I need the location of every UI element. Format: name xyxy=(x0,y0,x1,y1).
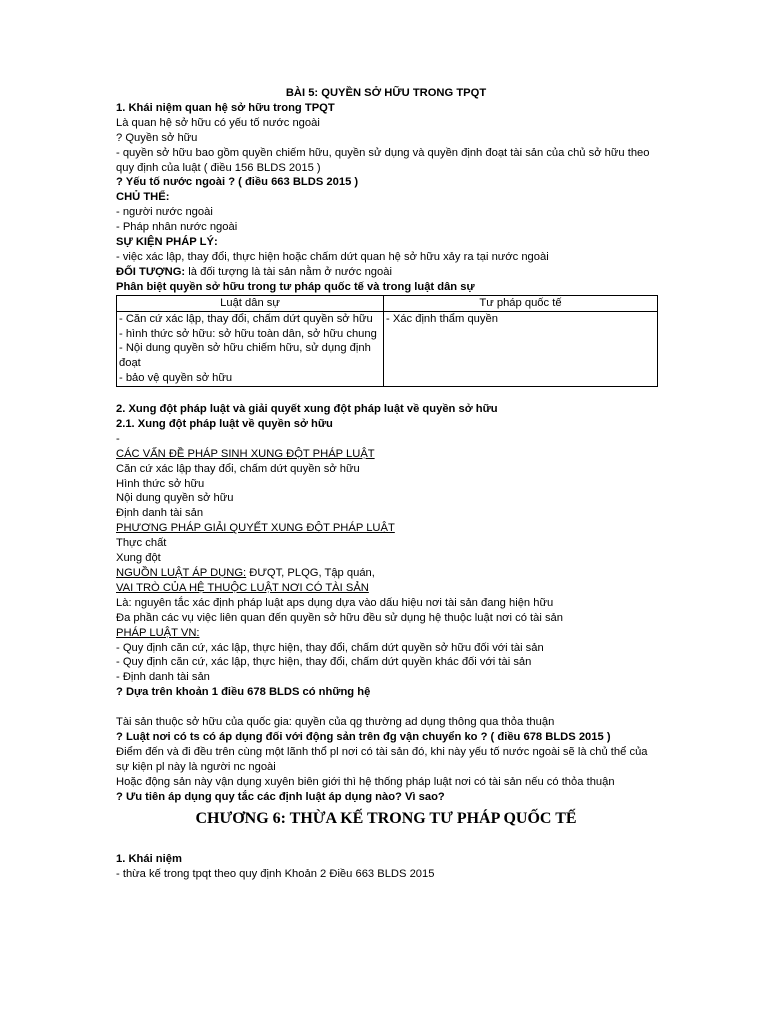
question-line: ? Ưu tiên áp dụng quy tắc các định luật áp dụng nào? Vì sao? xyxy=(116,790,445,803)
table-row xyxy=(117,311,658,387)
spacer xyxy=(116,700,656,715)
list-item: - bảo vệ quyền sở hữu xyxy=(119,372,233,385)
text-line: Xung đột xyxy=(116,552,161,565)
text-line: Hoặc động sản này vận dụng xuyên biên giới thì hệ thống pháp luật nơi có tài sản nếu có thỏa thuận xyxy=(116,775,615,788)
question-line: ? Luật nơi có ts có áp dụng đối với động sản trên đg vận chuyển ko ? ( điều 678 BLDS 2015 ) xyxy=(116,730,611,743)
object-text: là đối tượng là tài sản nằm ở nước ngoài xyxy=(185,265,392,278)
lesson-title: BÀI 5: QUYỀN SỞ HỮU TRONG TPQT xyxy=(285,87,487,99)
section-2-1-heading: 2.1. Xung đột pháp luật về quyền sở hữu xyxy=(116,417,333,430)
text-line: - Quy định căn cứ, xác lập, thực hiện, thay đổi, chấm dứt quyền khác đối với tài sản xyxy=(116,656,532,669)
comparison-heading: Phân biệt quyền sở hữu trong tư pháp quốc tế và trong luật dân sự xyxy=(116,280,475,293)
chapter-6-section-1-heading: 1. Khái niệm xyxy=(116,853,182,866)
legal-event-heading: SỰ KIỆN PHÁP LÝ: xyxy=(116,236,218,249)
question-line: ? Yếu tố nước ngoài ? ( điều 663 BLDS 2015 ) xyxy=(116,176,359,189)
text-line: Tài sản thuộc sở hữu của quốc gia: quyền của qg thường ad dụng thông qua thỏa thuận xyxy=(116,716,555,729)
spacer xyxy=(116,387,656,402)
list-item: - Nội dung quyền sở hữu chiếm hữu, sử dụng định đoạt xyxy=(119,342,371,370)
text-line: Căn cứ xác lập thay đổi, chấm dứt quyền sở hữu xyxy=(116,462,360,475)
text-line: ? Quyền sở hữu xyxy=(116,131,198,144)
vn-law-heading: PHÁP LUẬT VN: xyxy=(116,626,200,639)
civil-law-cell xyxy=(117,311,384,387)
text-line: Nội dung quyền sở hữu xyxy=(116,492,234,505)
text-line: - người nước ngoài xyxy=(116,206,213,219)
chapter-6-title: CHƯƠNG 6: THỪA KẾ TRONG TƯ PHÁP QUỐC TẾ xyxy=(195,810,577,828)
object-label: ĐỐI TƯỢNG: xyxy=(116,265,186,278)
list-item: - Căn cứ xác lập, thay đổi, chấm dứt quyền sở hữu xyxy=(119,312,373,325)
sources-text: ĐƯQT, PLQG, Tập quán, xyxy=(246,566,375,579)
spacer xyxy=(116,837,656,852)
sources-line xyxy=(116,566,656,581)
question-line: ? Dựa trên khoản 1 điều 678 BLDS có những hệ xyxy=(116,686,371,699)
dash-line: - xyxy=(116,432,120,445)
text-line: Là quan hệ sở hữu có yếu tố nước ngoài xyxy=(116,116,320,129)
document-body xyxy=(116,86,656,882)
table-header-row xyxy=(117,295,658,311)
role-heading: VAI TRÒ CỦA HỆ THUỘC LUẬT NƠI CÓ TÀI SẢN xyxy=(116,581,369,594)
object-line xyxy=(116,265,656,280)
text-line: - Pháp nhân nước ngoài xyxy=(116,221,238,234)
text-paragraph: - quyền sở hữu bao gồm quyền chiếm hữu, quyền sử dụng và quyền định đoạt tài sản của chủ sở hữu theo quy định của luật ( điều 156 BLDS 2015 ) xyxy=(116,146,650,174)
text-line: Hình thức sở hữu xyxy=(116,477,205,490)
section-1-heading: 1. Khái niệm quan hệ sở hữu trong TPQT xyxy=(116,101,335,114)
text-line: Định danh tài sản xyxy=(116,507,204,520)
text-paragraph: Điểm đến và đi đều trên cùng một lãnh thổ pl nơi có tài sản đó, khi này yếu tố nước ngoài sẽ là chủ thể của sự kiện pl này là người nc ngoài xyxy=(116,745,648,773)
resolution-method-heading: PHƯƠNG PHÁP GIẢI QUYẾT XUNG ĐỘT PHÁP LUẬT xyxy=(116,522,395,535)
text-line: - thừa kế trong tpqt theo quy định Khoản 2 Điều 663 BLDS 2015 xyxy=(116,868,435,881)
private-international-law-cell xyxy=(384,311,658,387)
subject-heading: CHỦ THỂ: xyxy=(116,191,170,204)
section-2-heading: 2. Xung đột pháp luật và giải quyết xung đột pháp luật về quyền sở hữu xyxy=(116,403,498,416)
text-line: Thực chất xyxy=(116,537,167,550)
conflict-issues-heading: CÁC VẤN ĐỀ PHÁP SINH XUNG ĐỘT PHÁP LUẬT xyxy=(116,447,375,460)
text-line: - Quy định căn cứ, xác lập, thực hiện, thay đổi, chấm dứt quyền sở hữu đối với tài sản xyxy=(116,641,544,654)
list-item: - hình thức sở hữu: sở hữu toàn dân, sở hữu chung xyxy=(119,327,377,340)
table-header-civil-law: Luật dân sự xyxy=(117,295,384,311)
text-line: - việc xác lập, thay đổi, thực hiện hoặc chấm dứt quan hệ sở hữu xảy ra tại nước ngoài xyxy=(116,250,549,263)
table-header-private-international-law: Tư pháp quốc tế xyxy=(384,295,658,311)
text-line: - Định danh tài sản xyxy=(116,671,210,684)
sources-label: NGUỒN LUẬT ÁP DỤNG: xyxy=(116,566,247,579)
text-line: Là: nguyên tắc xác định pháp luật aps dụng dựa vào dấu hiệu nơi tài sản đang hiện hữu xyxy=(116,596,554,609)
list-item: - Xác định thẩm quyền xyxy=(386,312,498,325)
comparison-table xyxy=(116,295,658,387)
text-line: Đa phần các vụ việc liên quan đến quyền sở hữu đều sử dụng hệ thuộc luật nơi có tài sản xyxy=(116,611,563,624)
